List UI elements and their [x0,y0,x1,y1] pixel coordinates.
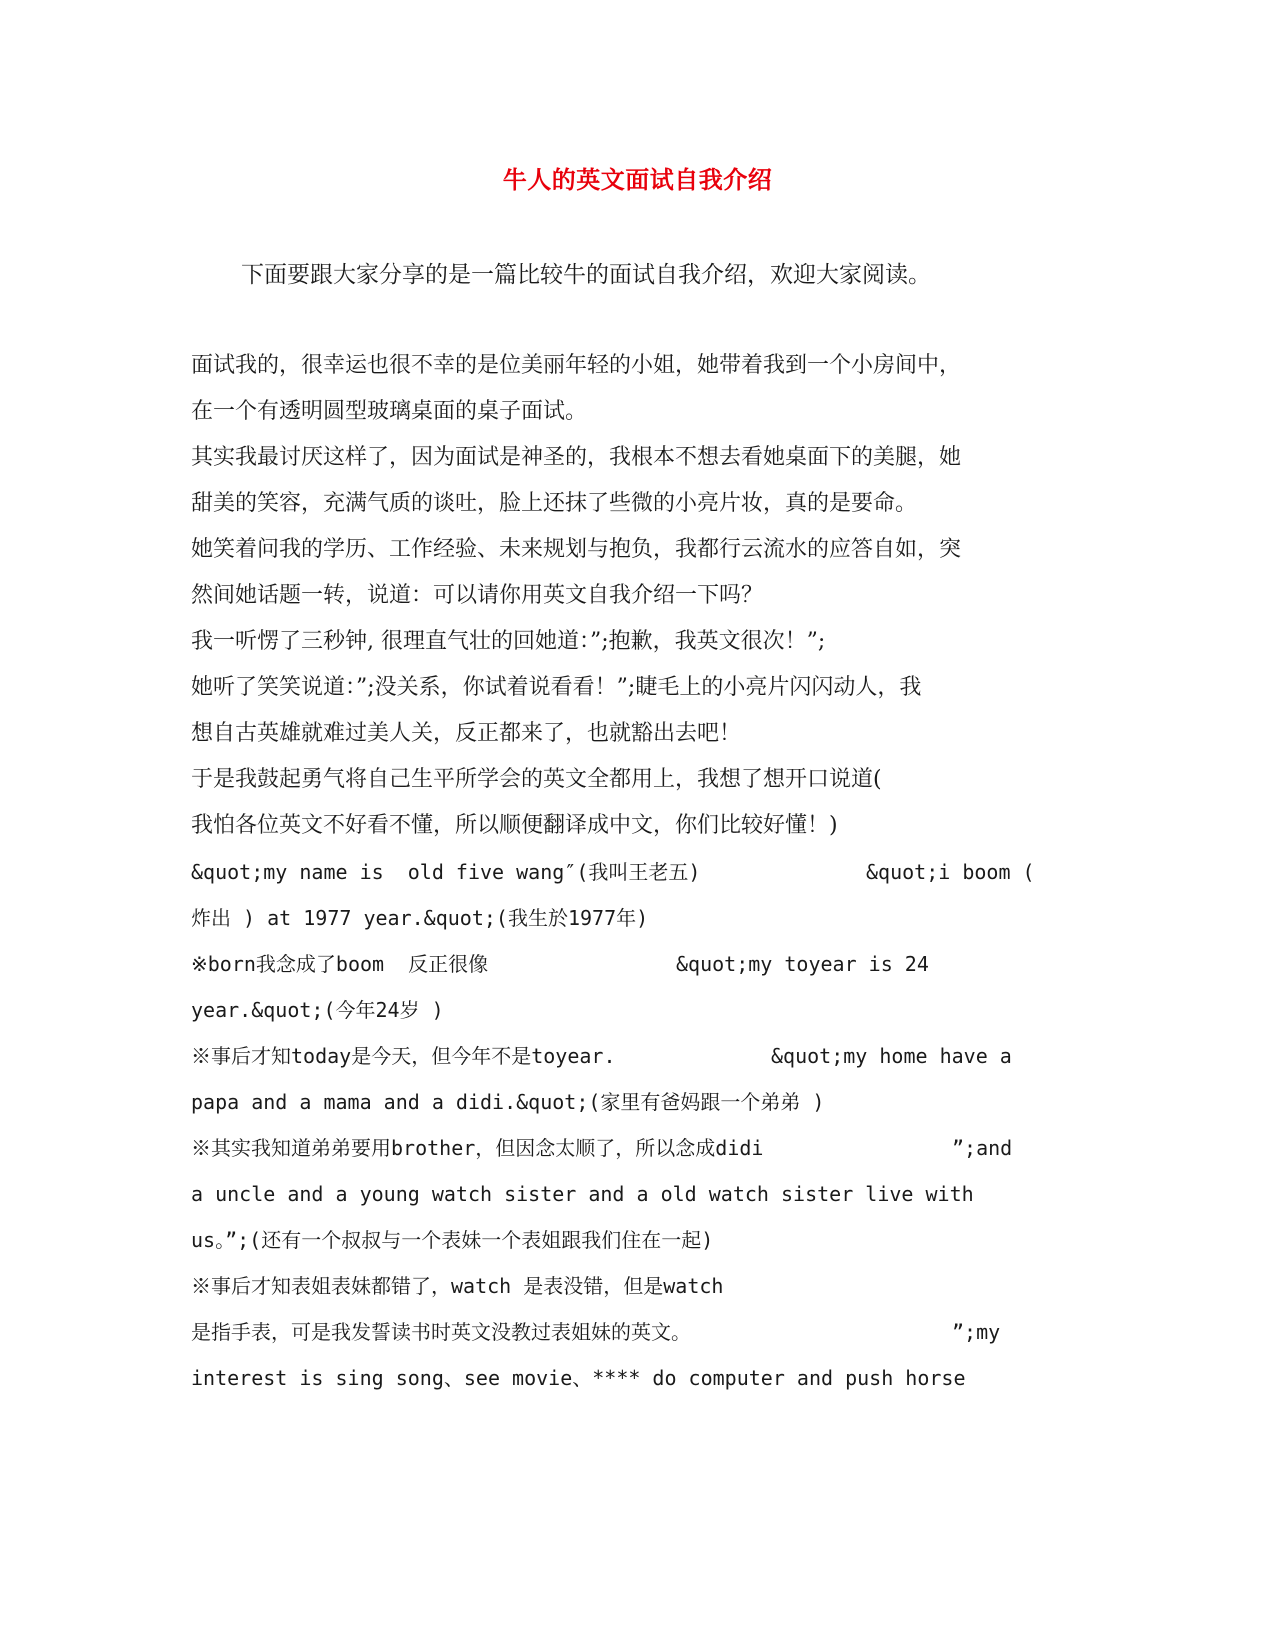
line-segment-right: &quot;my toyear is 24 [676,952,929,976]
mixed-language-line [191,1220,1041,1260]
line-segment: ※born我念成了boom 反正很像 [191,952,489,976]
line-segment-right: ”;my [952,1320,1001,1344]
mixed-language-line [191,1128,1041,1168]
line-segment-right: &quot;i boom ( [866,860,1035,884]
line-segment: interest is sing song、see movie、**** do computer and push horse [191,1366,966,1390]
mixed-language-line [191,1036,1041,1076]
paragraph-line: 在一个有透明圆型玻璃桌面的桌子面试。 [191,399,588,424]
mixed-language-line [191,1082,1041,1122]
mixed-language-line [191,990,1041,1030]
mixed-language-line [191,898,1041,938]
paragraph-line: 我一听愣了三秒钟, 很理直气壮的回她道：”;抱歉，我英文很次！”; [191,629,826,654]
paragraph-line: 然间她话题一转，说道：可以请你用英文自我介绍一下吗？ [191,583,764,608]
mixed-language-line [191,1358,1041,1398]
line-segment: ※事后才知today是今天，但今年不是toyear. [191,1044,616,1068]
line-segment: ※其实我知道弟弟要用brother，但因念太顺了，所以念成didi [191,1136,764,1160]
paragraph-line: 面试我的，很幸运也很不幸的是位美丽年轻的小姐，她带着我到一个小房间中， [191,353,962,378]
mixed-language-line [191,944,1041,984]
line-segment: 是指手表，可是我发誓读书时英文没教过表姐妹的英文。 [191,1320,691,1344]
mixed-language-line [191,1312,1041,1352]
mixed-language-line [191,1266,1041,1306]
line-segment-right: ”;and [952,1136,1013,1160]
paragraph-line: 甜美的笑容，充满气质的谈吐，脸上还抹了些微的小亮片妆，真的是要命。 [191,491,918,516]
mixed-language-line [191,852,1041,892]
line-segment-right: &quot;my home have a [771,1044,1012,1068]
line-segment: 炸出 ) at 1977 year.&quot;(我生於1977年) [191,906,649,930]
paragraph-line: 其实我最讨厌这样了，因为面试是神圣的，我根本不想去看她桌面下的美腿，她 [191,445,962,470]
document-title: 牛人的英文面试自我介绍 [502,165,773,194]
line-segment: us。”;(还有一个叔叔与一个表妹一个表姐跟我们住在一起) [191,1228,714,1252]
line-segment: papa and a mama and a didi.&quot;(家里有爸妈跟一个弟弟 ) [191,1090,825,1114]
paragraph-line: 我怕各位英文不好看不懂，所以顺便翻译成中文，你们比较好懂！) [191,813,838,838]
intro-paragraph: 下面要跟大家分享的是一篇比较牛的面试自我介绍，欢迎大家阅读。 [241,262,931,288]
paragraph-line: 她笑着问我的学历、工作经验、未来规划与抱负，我都行云流水的应答自如，突 [191,537,962,562]
paragraph-line: 于是我鼓起勇气将自己生平所学会的英文全都用上，我想了想开口说道( [191,767,882,792]
paragraph-line: 想自古英雄就难过美人关，反正都来了，也就豁出去吧！ [191,721,742,746]
paragraph-line: 她听了笑笑说道：”;没关系，你试着说看看！”;睫毛上的小亮片闪闪动人，我 [191,675,922,700]
line-segment: year.&quot;(今年24岁 ) [191,998,444,1022]
line-segment: a uncle and a young watch sister and a old watch sister live with [191,1182,974,1206]
mixed-language-line [191,1174,1041,1214]
line-segment: ※事后才知表姐表妹都错了，watch 是表没错，但是watch [191,1274,724,1298]
line-segment: &quot;my name is old five wang″(我叫王老五) [191,860,701,884]
